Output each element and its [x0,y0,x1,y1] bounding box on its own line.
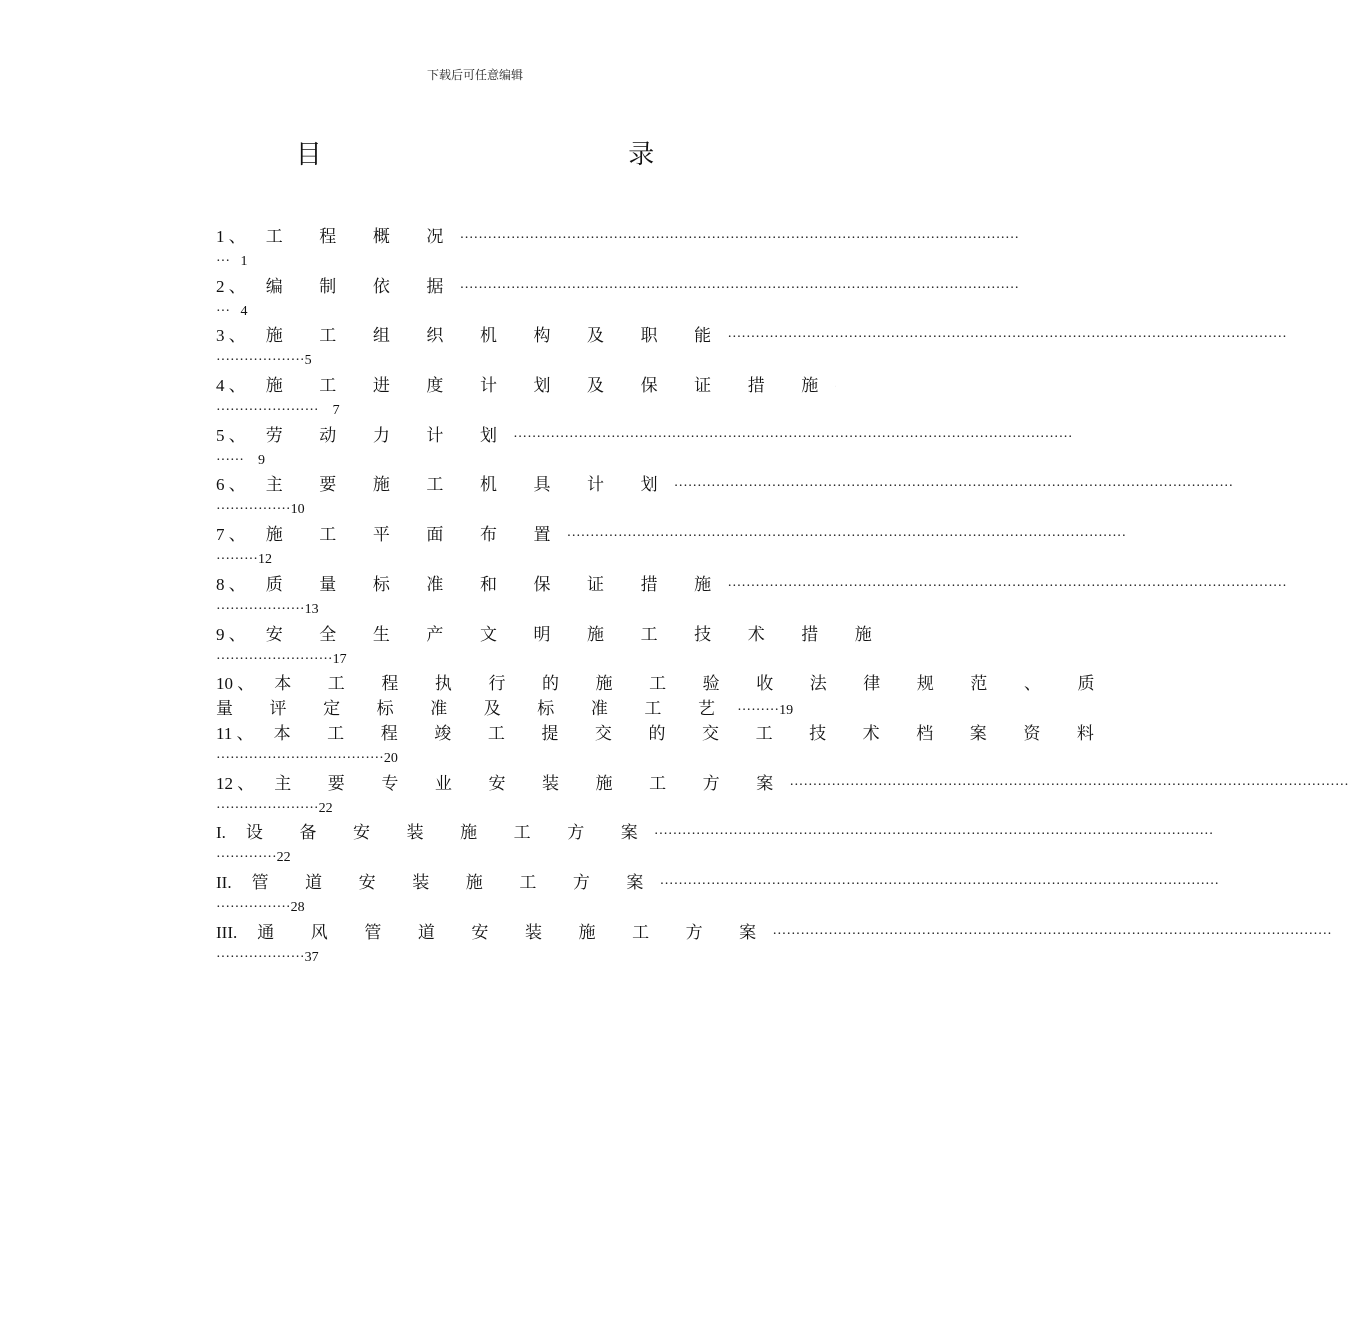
toc-entry-title: 编 制 依 据 [265,276,460,296]
toc-entry-continuation [216,348,836,373]
toc-dot-leader: ························································································································ [727,330,1287,346]
toc-entry-number: 12 、 [216,773,255,793]
toc-entry-title: 施 工 平 面 布 置 [265,525,567,545]
toc-entry[interactable] [216,522,1127,572]
toc-dot-leader-continued: ······················ [216,403,333,419]
toc-entry-title: 施 工 进 度 计 划 及 保 证 措 施 [265,376,835,396]
toc-entry[interactable] [216,224,1020,274]
toc-entry[interactable] [216,721,1111,771]
toc-page-number: 10 [290,502,305,518]
toc-entry-continuation [216,895,836,920]
toc-entry[interactable] [216,274,1020,324]
toc-page-number: 4 [240,303,248,319]
toc-entry-continuation [216,497,836,522]
toc-entry[interactable] [216,423,1073,473]
toc-entry[interactable] [216,820,1214,870]
toc-entry-title: 设 备 安 装 施 工 方 案 [245,823,654,843]
toc-page-number: 17 [332,651,347,667]
toc-entry[interactable] [216,671,1111,721]
toc-entry-line [216,472,1234,497]
toc-entry-continuation [216,448,836,473]
toc-entry-number: 10 、 [216,674,255,694]
toc-entry-continuation [216,547,836,572]
toc-dot-leader: ························································································································ [789,777,1349,793]
toc-entry-title: 施 工 组 织 机 构 及 职 能 [265,326,728,346]
table-of-contents [216,224,1349,969]
toc-entry-title: 安 全 生 产 文 明 施 工 技 术 措 施 [265,624,888,644]
toc-dot-leader: ························································································································ [659,876,1220,892]
toc-dot-leader-continued: ················ [216,899,291,915]
toc-dot-leader-continued: ················ [216,502,291,518]
toc-entry-continuation [216,398,836,423]
toc-page-number: 1 [240,254,248,269]
toc-entry-number: 7 、 [216,525,246,545]
toc-page-number: 28 [290,899,305,915]
toc-entry-number: 4 、 [216,376,246,396]
toc-entry-line [216,820,1214,845]
toc-page-number: 22 [318,800,333,816]
toc-entry-number: III. [216,922,238,942]
toc-entry-line [216,622,888,647]
toc-dot-leader-continued: ··· [216,303,241,319]
toc-entry[interactable] [216,870,1220,920]
toc-dot-leader: ························································································································ [727,578,1287,594]
toc-entry-number: 1 、 [216,227,246,246]
toc-entry-number: II. [216,872,232,892]
toc-entry-title: 通 风 管 道 安 装 施 工 方 案 [257,922,773,942]
toc-entry-number: I. [216,823,226,843]
toc-entry-line [216,870,1220,895]
toc-entry[interactable] [216,323,1287,373]
toc-dot-leader-continued: ········· [737,703,780,719]
toc-entry-number: 9 、 [216,624,246,644]
toc-entry[interactable] [216,572,1287,622]
toc-entry-number: 11 、 [216,723,254,743]
toc-entry-title: 主 要 专 业 安 装 施 工 方 案 [274,773,790,793]
toc-entry[interactable] [216,373,836,423]
toc-entry[interactable] [216,472,1234,522]
toc-entry-title: 工 程 概 况 [265,227,460,246]
toc-page-number: 13 [304,601,319,617]
toc-dot-leader-continued: ···································· [216,750,384,766]
toc-entry[interactable] [216,920,1332,970]
toc-dot-leader-continued: ············· [216,850,277,866]
toc-entry-continuation [216,746,836,771]
toc-entry-line [216,274,1020,299]
toc-entry-number: 2 、 [216,276,246,296]
toc-dot-leader-continued: ··· [216,254,241,269]
toc-entry-title: 劳 动 力 计 划 [265,425,514,445]
toc-entry-title: 管 道 安 装 施 工 方 案 [251,872,660,892]
toc-entry[interactable] [216,771,1349,821]
header-note: 下载后可任意编辑 [426,68,523,82]
toc-entry-number: 5 、 [216,425,246,445]
toc-title: 目 录 [295,140,805,169]
toc-dot-leader: ························································································································ [772,926,1332,942]
toc-dot-leader: ························································································································ [566,529,1127,545]
toc-entry-line [216,771,1349,796]
toc-dot-leader: ························································································································ [673,479,1234,495]
toc-dot-leader-continued: ························· [216,651,333,667]
toc-entry-line [216,671,1111,696]
toc-dot-leader: ························································································································ [459,280,1020,296]
toc-page-number: 7 [332,403,340,419]
toc-entry-number: 6 、 [216,475,246,495]
toc-dot-leader-continued: ········· [216,552,258,568]
toc-entry-title: 本 工 程 竣 工 提 交 的 交 工 技 术 档 案 资 料 [273,723,1111,743]
toc-entry-continuation [216,696,836,721]
toc-entry-continuation [216,796,836,821]
toc-page-number: 22 [276,850,291,866]
toc-entry-line [216,920,1332,945]
toc-entry-continuation [216,249,836,274]
toc-dot-leader-continued: ··················· [216,353,305,369]
toc-entry-number: 3 、 [216,326,246,346]
toc-entry-line [216,572,1287,597]
toc-entry-continuation [216,845,836,870]
toc-entry-line [216,522,1127,547]
toc-entry-line [216,323,1287,348]
toc-page-number: 20 [383,750,398,766]
toc-entry-line [216,224,1020,249]
toc-entry-continuation [216,299,836,324]
toc-dot-leader [834,375,836,400]
toc-entry-continuation [216,597,836,622]
toc-entry-line [216,721,1111,746]
toc-entry-title: 本 工 程 执 行 的 施 工 验 收 法 律 规 范 、 质 [274,674,1111,694]
toc-dot-leader-continued: ··················· [216,601,305,617]
toc-dot-leader: ························································································································ [653,827,1214,843]
toc-dot-leader: ························································································································ [459,231,1020,246]
toc-page-number: 5 [304,353,312,369]
toc-entry-number: 8 、 [216,574,246,594]
toc-dot-leader-continued: ··················· [216,949,305,965]
toc-entry-line [216,423,1073,448]
toc-entry-title: 质 量 标 准 和 保 证 措 施 [265,574,728,594]
toc-page-number: 12 [257,552,272,568]
toc-entry[interactable] [216,622,888,672]
toc-entry-title: 主 要 施 工 机 具 计 划 [265,475,674,495]
toc-entry-title-continued: 量 评 定 标 准 及 标 准 工 艺 [216,699,732,719]
toc-dot-leader: ························································································································ [513,429,1073,445]
toc-page-number: 19 [779,703,794,719]
toc-entry-continuation [216,945,836,970]
toc-page-number: 37 [304,949,319,965]
toc-dot-leader-continued: ······················ [216,800,319,816]
toc-dot-leader-continued: ······ [216,452,258,468]
toc-entry-line [216,373,836,398]
toc-entry-continuation [216,647,836,672]
toc-page-number: 9 [257,452,265,468]
